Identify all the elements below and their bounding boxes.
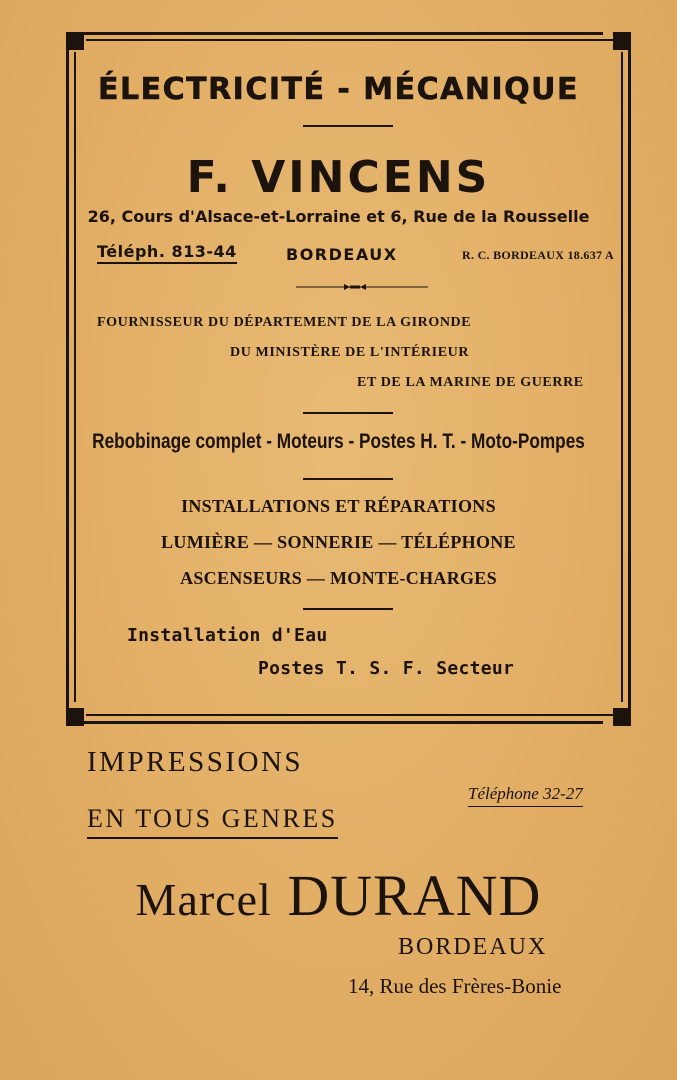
frame-bottom-outer bbox=[76, 721, 603, 724]
frame-bottom-inner bbox=[86, 714, 613, 716]
divider-rule bbox=[303, 412, 393, 414]
ad1-city: BORDEAUX bbox=[286, 245, 398, 264]
frame-corner-top-right bbox=[613, 32, 631, 50]
ad2-name bbox=[0, 862, 677, 929]
frame-top-inner bbox=[86, 39, 613, 41]
ad2-city: BORDEAUX bbox=[398, 934, 548, 960]
frame-left-inner bbox=[74, 52, 76, 702]
divider-rule bbox=[303, 478, 393, 480]
frame-corner-bottom-right bbox=[613, 708, 631, 726]
frame-right-outer bbox=[628, 44, 631, 708]
frame-top-outer bbox=[76, 32, 603, 35]
divider-rule bbox=[303, 608, 393, 610]
ad1-extra-line: Postes T. S. F. Secteur bbox=[258, 658, 515, 679]
ad1-supplier-line: ET DE LA MARINE DE GUERRE bbox=[357, 375, 584, 390]
ad1-installations-line: LUMIÈRE — SONNERIE — TÉLÉPHONE bbox=[161, 532, 516, 552]
ornament-divider-icon bbox=[296, 281, 428, 293]
ad1-extra-line: Installation d'Eau bbox=[127, 625, 328, 646]
ad2-address: 14, Rue des Frères-Bonie bbox=[348, 974, 562, 998]
ad1-installations-line: ASCENSEURS — MONTE-CHARGES bbox=[180, 568, 497, 588]
ad1-installations-line: INSTALLATIONS ET RÉPARATIONS bbox=[181, 496, 496, 516]
frame-left-outer bbox=[66, 44, 69, 708]
frame-right-inner bbox=[621, 52, 623, 702]
ad1-company-name: F. VINCENS bbox=[186, 152, 491, 203]
ad1-registry: R. C. BORDEAUX 18.637 A bbox=[462, 248, 614, 262]
ad2-telephone: Téléphone 32-27 bbox=[468, 784, 583, 807]
ad2-first-name: Marcel bbox=[135, 874, 272, 925]
divider-rule bbox=[303, 125, 393, 127]
ad2-last-name: DURAND bbox=[287, 863, 542, 928]
ad1-title: ÉLECTRICITÉ - MÉCANIQUE bbox=[97, 72, 580, 107]
ad1-telephone: Téléph. 813-44 bbox=[97, 242, 237, 264]
ad1-address: 26, Cours d'Alsace-et-Lorraine et 6, Rue de la Rousselle bbox=[87, 207, 590, 226]
ad1-services: Rebobinage complet - Moteurs - Postes H. T. - Moto-Pompes bbox=[92, 430, 585, 453]
frame-corner-bottom-left bbox=[66, 708, 84, 726]
ad1-supplier-line: FOURNISSEUR DU DÉPARTEMENT DE LA GIRONDE bbox=[97, 315, 472, 330]
ad2-subheadline: EN TOUS GENRES bbox=[87, 804, 338, 839]
ad2-headline: IMPRESSIONS bbox=[87, 746, 304, 778]
frame-corner-top-left bbox=[66, 32, 84, 50]
ad1-supplier-line: DU MINISTÈRE DE L'INTÉRIEUR bbox=[230, 345, 470, 360]
